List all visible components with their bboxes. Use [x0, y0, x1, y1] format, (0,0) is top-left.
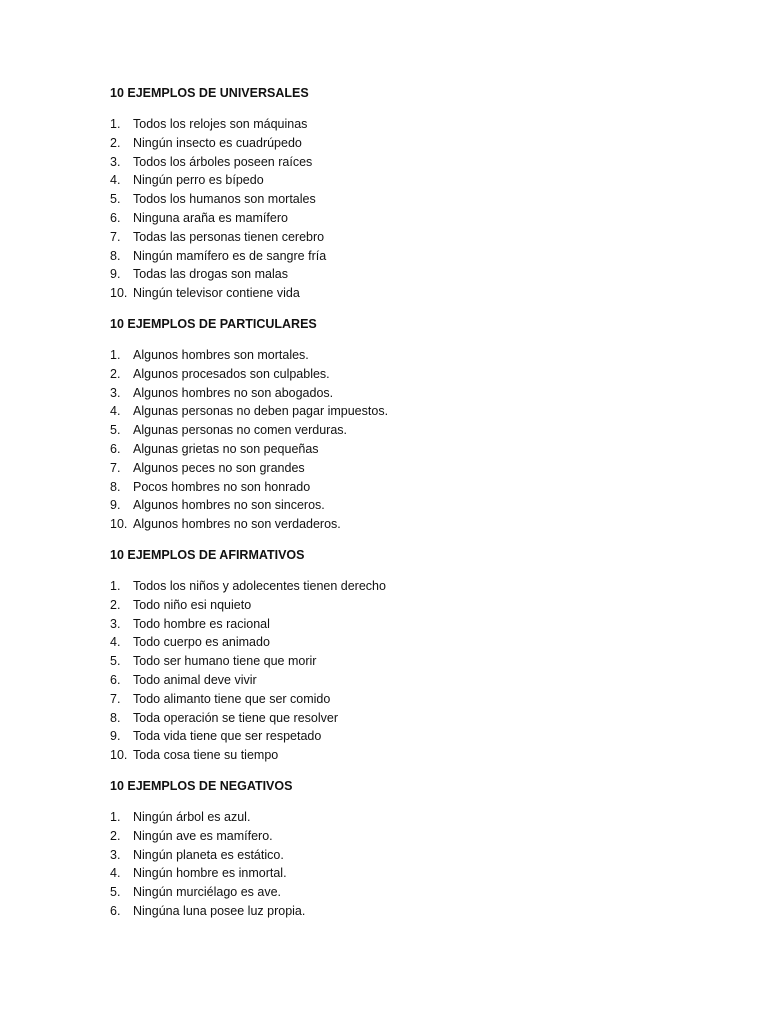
list-item-text: Ningún árbol es azul.: [133, 809, 251, 824]
list-item-text: Ninguna araña es mamífero: [133, 210, 288, 225]
list-item: [110, 577, 710, 596]
list-item: [110, 671, 710, 690]
spacer: [110, 102, 710, 115]
list-item-number: 10.: [110, 517, 128, 532]
list-item: [110, 209, 710, 228]
list-item-text: Ningún planeta es estático.: [133, 847, 284, 862]
list-item: [110, 346, 710, 365]
spacer: [110, 564, 710, 577]
document-content: [110, 84, 710, 921]
list-item-text: Algunas personas no deben pagar impuestos.: [133, 404, 389, 419]
list-item-number: 1.: [110, 117, 121, 131]
list-item-text: Todos los árboles poseen raíces: [133, 154, 313, 169]
list-item: [110, 384, 710, 403]
list-item: [110, 228, 710, 247]
list-item: [110, 709, 710, 728]
list-item-text: Algunos hombres son mortales.: [133, 347, 309, 362]
list-item: [110, 690, 710, 709]
list-item: [110, 727, 710, 746]
list-item-text: Toda vida tiene que ser respetado: [133, 729, 322, 744]
list-item: [110, 459, 710, 478]
list-item-number: 10.: [110, 748, 128, 763]
list-item-text: Todos los relojes son máquinas: [133, 117, 308, 131]
list-item-text: Todas las drogas son malas: [133, 267, 288, 282]
list-item-text: Algunas personas no comen verduras.: [133, 423, 348, 438]
section-heading: 10 EJEMPLOS DE PARTICULARES: [110, 316, 317, 331]
list-item-number: 3.: [110, 154, 121, 169]
list-item: [110, 171, 710, 190]
list-item-number: 6.: [110, 903, 121, 918]
list-item: [110, 190, 710, 209]
list-item: [110, 153, 710, 172]
section-10-ejemplos-de-afirmativos: [110, 546, 710, 777]
spacer: [110, 765, 710, 777]
list-item-text: Todos los niños y adolecentes tienen derecho: [133, 578, 386, 593]
section-heading: 10 EJEMPLOS DE UNIVERSALES: [110, 86, 309, 100]
list-item-number: 2.: [110, 135, 121, 150]
list-item: [110, 746, 710, 765]
section-heading: 10 EJEMPLOS DE NEGATIVOS: [110, 778, 293, 793]
list-item: [110, 902, 710, 921]
list-item: [110, 652, 710, 671]
numbered-list: [110, 577, 710, 765]
list-item-number: 3.: [110, 847, 121, 862]
list-item: [110, 284, 710, 303]
list-item-number: 4.: [110, 635, 121, 650]
list-item-text: Algunos peces no son grandes: [133, 460, 305, 475]
list-item-text: Ningún perro es bípedo: [133, 173, 264, 188]
list-item-text: Algunos hombres no son abogados.: [133, 385, 334, 400]
list-item-text: Todo hombre es racional: [133, 616, 270, 631]
list-item-number: 4.: [110, 173, 121, 188]
list-item: [110, 247, 710, 266]
list-item: [110, 421, 710, 440]
section-10-ejemplos-de-universales: [110, 84, 710, 315]
list-item-text: Todo cuerpo es animado: [133, 635, 270, 650]
list-item-number: 2.: [110, 828, 121, 843]
list-item-number: 7.: [110, 229, 121, 244]
list-item-text: Ningún insecto es cuadrúpedo: [133, 135, 302, 150]
list-item-number: 5.: [110, 885, 121, 900]
list-item: [110, 402, 710, 421]
list-item-number: 8.: [110, 248, 121, 263]
list-item: [110, 515, 710, 534]
list-item-number: 9.: [110, 498, 121, 513]
list-item-text: Todos los humanos son mortales: [133, 192, 316, 207]
list-item-number: 1.: [110, 578, 121, 593]
list-item: [110, 846, 710, 865]
list-item-number: 7.: [110, 691, 121, 706]
list-item-number: 2.: [110, 597, 121, 612]
list-item: [110, 883, 710, 902]
list-item-text: Toda operación se tiene que resolver: [133, 710, 338, 725]
list-item-text: Ningún ave es mamífero.: [133, 828, 273, 843]
list-item-text: Ningún mamífero es de sangre fría: [133, 248, 327, 263]
section-heading: 10 EJEMPLOS DE AFIRMATIVOS: [110, 547, 305, 562]
list-item: [110, 808, 710, 827]
numbered-list: [110, 346, 710, 534]
list-item-text: Algunos hombres no son verdaderos.: [133, 517, 341, 532]
list-item-number: 9.: [110, 729, 121, 744]
list-item-text: Pocos hombres no son honrado: [133, 479, 311, 494]
list-item: [110, 864, 710, 883]
list-item-number: 1.: [110, 809, 121, 824]
list-item-number: 6.: [110, 210, 121, 225]
list-item: [110, 615, 710, 634]
list-item-number: 7.: [110, 460, 121, 475]
list-item-text: Todo ser humano tiene que morir: [133, 654, 317, 669]
list-item-text: Toda cosa tiene su tiempo: [133, 748, 279, 763]
list-item-number: 1.: [110, 347, 121, 362]
list-item-text: Algunos procesados son culpables.: [133, 366, 330, 381]
list-item-number: 5.: [110, 192, 121, 207]
list-item: [110, 827, 710, 846]
list-item-text: Todo animal deve vivir: [133, 672, 257, 687]
numbered-list: [110, 808, 710, 921]
list-item-text: Ningún televisor contiene vida: [133, 286, 300, 301]
list-item-number: 4.: [110, 866, 121, 881]
list-item-text: Ningúna luna posee luz propia.: [133, 903, 306, 918]
numbered-list: [110, 115, 710, 303]
spacer: [110, 534, 710, 546]
list-item-number: 2.: [110, 366, 121, 381]
spacer: [110, 795, 710, 808]
list-item-text: Algunas grietas no son pequeñas: [133, 441, 319, 456]
list-item-text: Todas las personas tienen cerebro: [133, 229, 325, 244]
list-item-number: 3.: [110, 385, 121, 400]
list-item-number: 9.: [110, 267, 121, 282]
list-item: [110, 478, 710, 497]
list-item-number: 8.: [110, 479, 121, 494]
list-item-text: Todo niño esi nquieto: [133, 597, 252, 612]
list-item-text: Ningún hombre es inmortal.: [133, 866, 287, 881]
list-item-text: Ningún murciélago es ave.: [133, 885, 281, 900]
list-item: [110, 134, 710, 153]
section-10-ejemplos-de-negativos: [110, 777, 710, 921]
list-item: [110, 115, 710, 134]
list-item-number: 8.: [110, 710, 121, 725]
list-item: [110, 633, 710, 652]
list-item: [110, 365, 710, 384]
list-item-number: 5.: [110, 654, 121, 669]
list-item: [110, 596, 710, 615]
list-item-text: Todo alimanto tiene que ser comido: [133, 691, 331, 706]
list-item-number: 4.: [110, 404, 121, 419]
list-item: [110, 265, 710, 284]
list-item-number: 5.: [110, 423, 121, 438]
spacer: [110, 303, 710, 315]
list-item-text: Algunos hombres no son sinceros.: [133, 498, 325, 513]
list-item-number: 6.: [110, 441, 121, 456]
list-item: [110, 440, 710, 459]
list-item: [110, 496, 710, 515]
list-item-number: 3.: [110, 616, 121, 631]
list-item-number: 6.: [110, 672, 121, 687]
spacer: [110, 333, 710, 346]
section-10-ejemplos-de-particulares: [110, 315, 710, 546]
list-item-number: 10.: [110, 286, 128, 301]
